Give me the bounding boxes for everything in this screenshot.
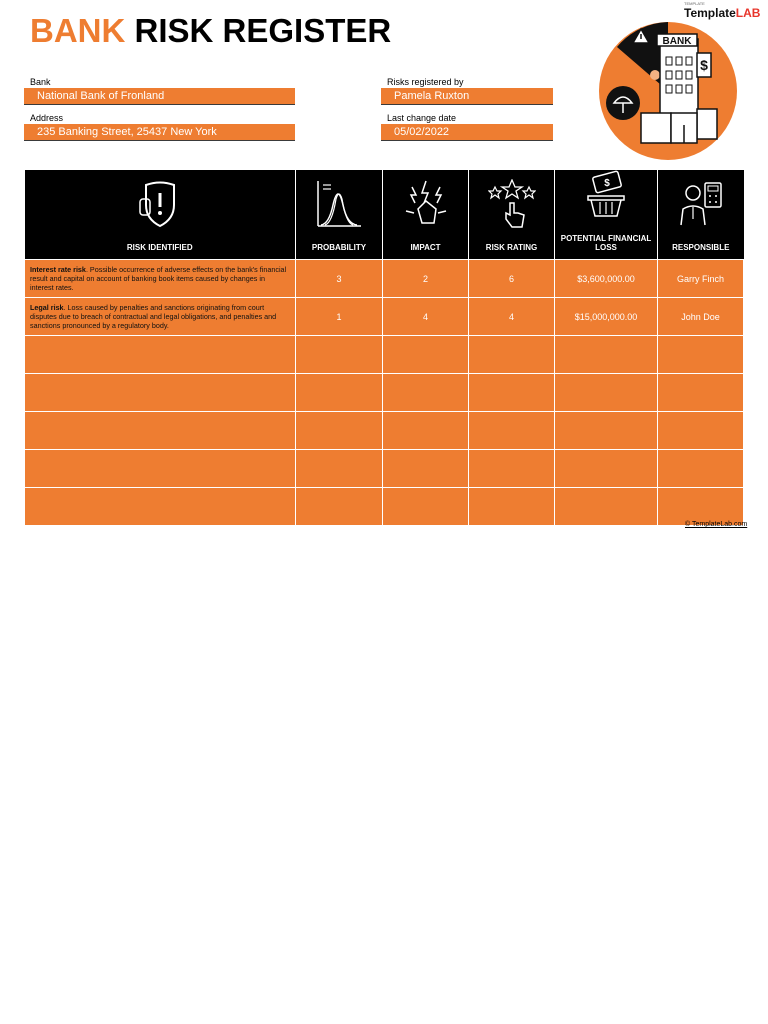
lightning-hand-icon bbox=[402, 179, 450, 229]
col-impact bbox=[383, 170, 469, 260]
impact-cell[interactable] bbox=[383, 450, 469, 488]
header-label: PROBABILITY bbox=[311, 243, 367, 252]
table-row bbox=[25, 450, 744, 488]
address-field[interactable]: 235 Banking Street, 25437 New York bbox=[24, 124, 295, 141]
bell-curve-chart-icon bbox=[315, 179, 363, 229]
col-probability bbox=[296, 170, 383, 260]
probability-cell[interactable] bbox=[296, 412, 383, 450]
loss-cell[interactable] bbox=[555, 488, 658, 526]
rating-cell[interactable] bbox=[469, 412, 555, 450]
risk-register-table bbox=[24, 170, 744, 526]
table-row bbox=[25, 374, 744, 412]
last-change-label: Last change date bbox=[387, 113, 457, 123]
responsible-cell[interactable] bbox=[658, 336, 744, 374]
svg-text:$: $ bbox=[700, 57, 708, 73]
rating-cell[interactable] bbox=[469, 450, 555, 488]
responsible-cell[interactable]: John Doe bbox=[658, 298, 744, 336]
col-risk-identified bbox=[25, 170, 296, 260]
responsible-cell[interactable] bbox=[658, 374, 744, 412]
small-building-right bbox=[697, 109, 717, 139]
bank-label: Bank bbox=[30, 77, 51, 87]
responsible-cell[interactable] bbox=[658, 450, 744, 488]
header-label: RISK IDENTIFIED bbox=[126, 243, 193, 252]
table-row bbox=[25, 412, 744, 450]
impact-cell[interactable] bbox=[383, 336, 469, 374]
header-label: IMPACT bbox=[410, 243, 441, 252]
logo-name: Template bbox=[684, 6, 736, 20]
impact-cell[interactable]: 2 bbox=[383, 260, 469, 298]
risk-cell[interactable] bbox=[25, 412, 296, 450]
probability-cell[interactable] bbox=[296, 450, 383, 488]
col-risk-rating bbox=[469, 170, 555, 260]
probability-cell[interactable] bbox=[296, 336, 383, 374]
risk-description: . Loss caused by penalties and sanctions originating from court disputes due to breach of contractual and legal obligations, and penalties and sanctions pronounced by a regulatory body. bbox=[30, 303, 277, 330]
shield-hand-icon bbox=[136, 179, 184, 229]
impact-cell[interactable] bbox=[383, 488, 469, 526]
risk-cell[interactable] bbox=[25, 450, 296, 488]
title-main: RISK REGISTER bbox=[134, 12, 392, 49]
probability-cell[interactable] bbox=[296, 488, 383, 526]
sun-icon bbox=[650, 70, 660, 80]
impact-cell[interactable]: 4 bbox=[383, 298, 469, 336]
header-label: RESPONSIBLE bbox=[672, 243, 730, 252]
small-building-left bbox=[641, 113, 671, 143]
header-label: POTENTIAL FINANCIAL LOSS bbox=[560, 234, 652, 252]
rating-cell[interactable] bbox=[469, 374, 555, 412]
loss-cell[interactable]: $15,000,000.00 bbox=[555, 298, 658, 336]
probability-cell[interactable]: 3 bbox=[296, 260, 383, 298]
table-header-row bbox=[25, 170, 744, 260]
copyright-link[interactable]: © TemplateLab.com bbox=[685, 521, 748, 528]
risk-description: . Possible occurrence of adverse effects on the bank's financial result and capital on account of banking book items caused by changes in interest rates. bbox=[30, 265, 287, 292]
rating-cell[interactable]: 4 bbox=[469, 298, 555, 336]
bank-illustration bbox=[597, 17, 739, 161]
logo-tagline: TEMPLATE bbox=[684, 1, 705, 6]
table-row bbox=[25, 336, 744, 374]
loss-cell[interactable]: $3,600,000.00 bbox=[555, 260, 658, 298]
risk-title: Legal risk bbox=[30, 303, 64, 312]
rating-cell[interactable]: 6 bbox=[469, 260, 555, 298]
impact-cell[interactable] bbox=[383, 374, 469, 412]
table-row bbox=[25, 488, 744, 526]
rating-cell[interactable] bbox=[469, 336, 555, 374]
table-row bbox=[25, 260, 744, 298]
risk-title: Interest rate risk bbox=[30, 265, 86, 274]
header-label: RISK RATING bbox=[485, 243, 538, 252]
table-row bbox=[25, 298, 744, 336]
address-label: Address bbox=[30, 113, 64, 123]
loss-cell[interactable] bbox=[555, 374, 658, 412]
risk-cell[interactable] bbox=[25, 374, 296, 412]
risk-cell[interactable] bbox=[25, 488, 296, 526]
probability-cell[interactable] bbox=[296, 374, 383, 412]
bank-sign-text: BANK bbox=[662, 36, 692, 47]
responsible-cell[interactable] bbox=[658, 488, 744, 526]
businessman-calculator-icon bbox=[677, 179, 725, 229]
loss-cell[interactable] bbox=[555, 412, 658, 450]
last-change-field[interactable]: 05/02/2022 bbox=[381, 124, 553, 141]
col-potential-financial-loss bbox=[555, 170, 658, 260]
page-title bbox=[30, 12, 391, 50]
responsible-cell[interactable]: Garry Finch bbox=[658, 260, 744, 298]
bank-field[interactable]: National Bank of Fronland bbox=[24, 88, 295, 105]
risk-cell[interactable] bbox=[25, 336, 296, 374]
rating-cell[interactable] bbox=[469, 488, 555, 526]
money-basket-icon bbox=[582, 170, 630, 220]
responsible-cell[interactable] bbox=[658, 412, 744, 450]
title-accent: BANK bbox=[30, 12, 126, 49]
star-rating-hand-icon bbox=[488, 179, 536, 229]
logo-lab: LAB bbox=[735, 6, 761, 20]
loss-cell[interactable] bbox=[555, 336, 658, 374]
risk-cell[interactable] bbox=[25, 298, 296, 336]
loss-cell[interactable] bbox=[555, 450, 658, 488]
impact-cell[interactable] bbox=[383, 412, 469, 450]
svg-text:$: $ bbox=[604, 178, 610, 189]
registered-by-label: Risks registered by bbox=[387, 77, 464, 87]
registered-by-field[interactable]: Pamela Ruxton bbox=[381, 88, 553, 105]
probability-cell[interactable]: 1 bbox=[296, 298, 383, 336]
col-responsible bbox=[658, 170, 744, 260]
risk-cell[interactable] bbox=[25, 260, 296, 298]
